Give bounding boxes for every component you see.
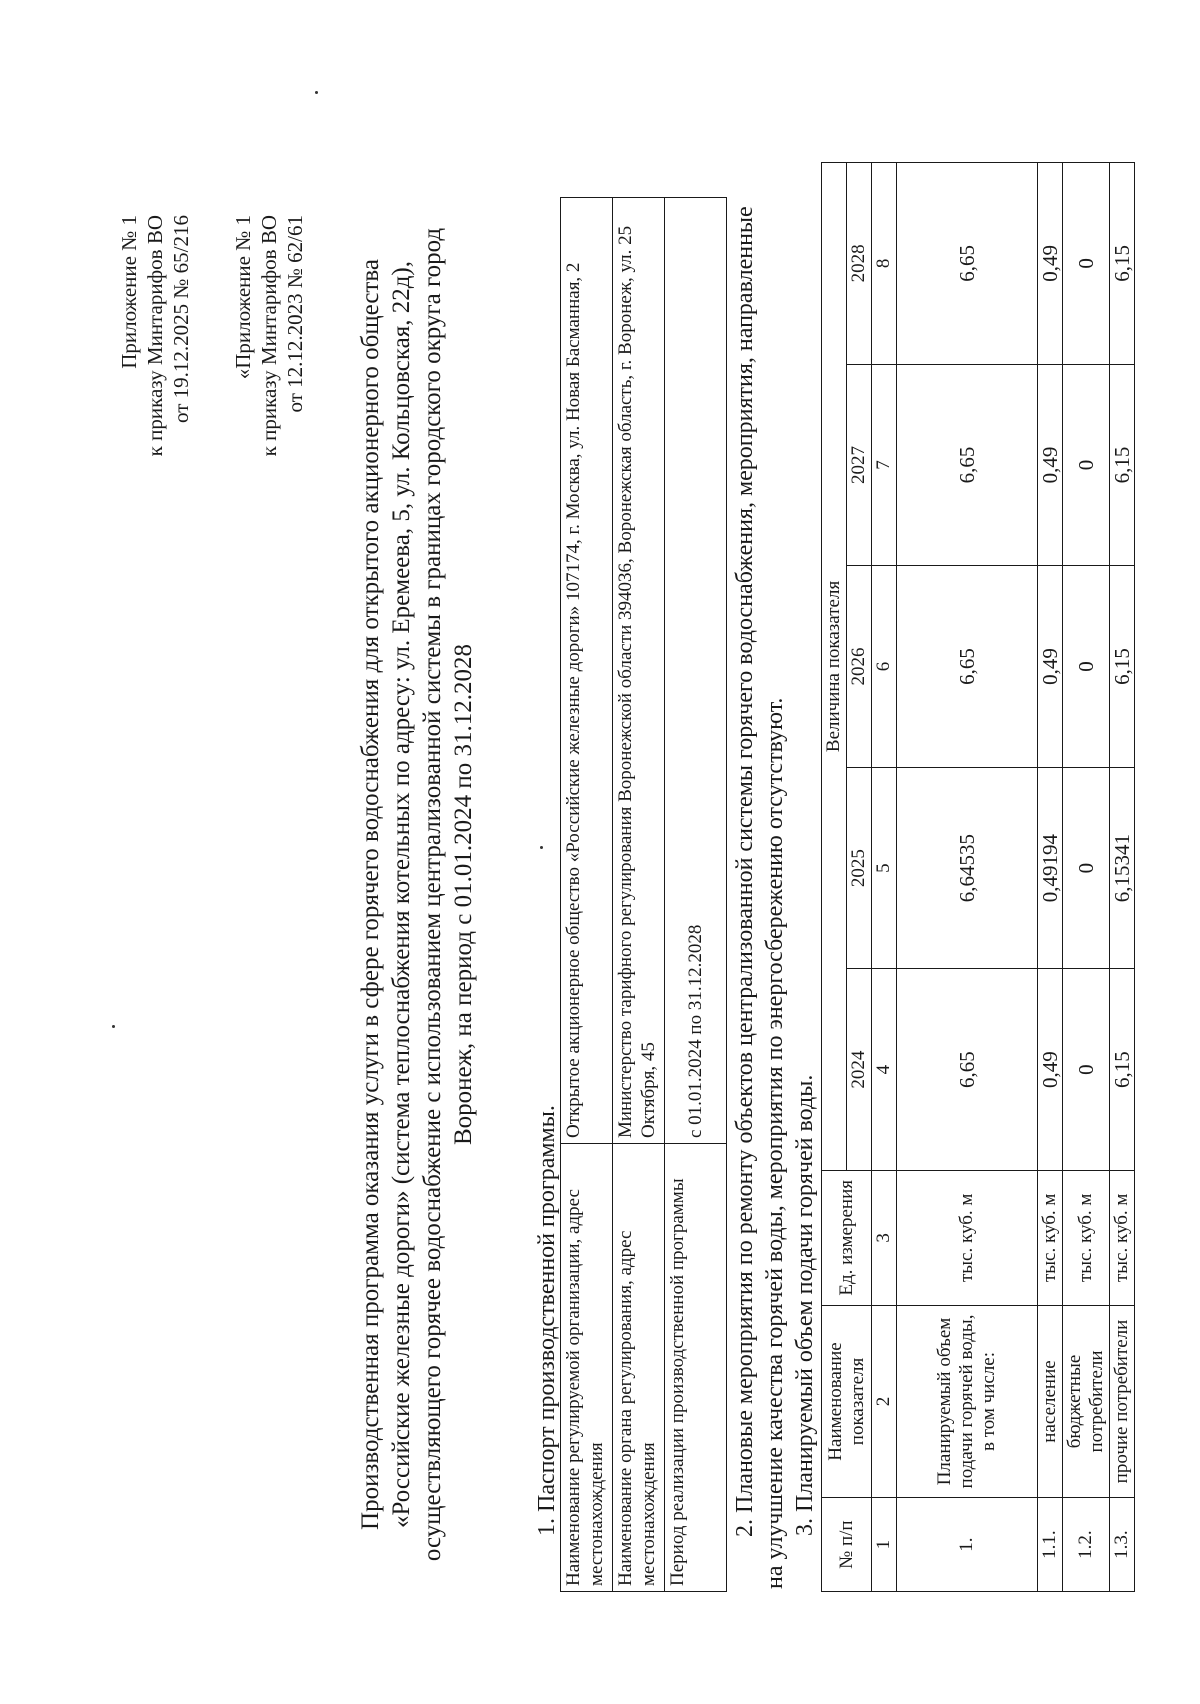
table-index-row [872,163,897,1592]
header-name: Наименование показателя [822,1305,872,1498]
section-1-title: 1. Паспорт производственной программы. [534,1105,560,1536]
header-year: 2024 [847,969,872,1171]
row-value: 0 [1063,969,1110,1171]
scan-speck [315,91,318,94]
index-cell: 8 [872,163,897,365]
table-header-row [822,163,847,1592]
table-row [897,163,1038,1592]
row-num: 1.2. [1063,1498,1110,1592]
row-value: 6,15 [1110,969,1135,1171]
passport-row [561,198,613,1592]
header-unit: Ед. измерения [822,1170,872,1305]
header-group: Величина показателя [822,163,847,1171]
row-value: 0,49194 [1038,767,1063,969]
approval-line: от 19.12.2025 № 65/216 [169,215,193,424]
passport-table [560,197,727,1592]
row-num: 1. [897,1498,1038,1592]
water-volume-table [821,162,1135,1592]
section-2-text: 2. Плановые мероприятия по ремонту объектов централизованной системы горячего водоснабжения, мероприятия, направленные на улучшение качества горячей воды, мероприятия по энергосбережению отсутствуют. [732,206,788,1589]
row-value: 0,49 [1038,969,1063,1171]
index-cell: 5 [872,767,897,969]
passport-value: с 01.01.2024 по 31.12.2028 [665,198,727,1144]
header-year: 2028 [847,163,872,365]
index-cell: 4 [872,969,897,1171]
row-num: 1.1. [1038,1498,1063,1592]
header-year: 2025 [847,767,872,969]
row-value: 6,15 [1110,163,1135,365]
passport-row [613,198,665,1592]
passport-label: Период реализации производственной программы [665,1144,727,1592]
passport-label: Наименование регулируемой организации, адрес местонахождения [561,1144,613,1592]
row-value: 6,64535 [897,767,1038,969]
document-title: Производственная программа оказания услуги в сфере горячего водоснабжения для открытого акционерного общества «Российские железные дороги» (система теплоснабжения котельных по адресу: ул. Еремеева, 5, ул. Кольцовская, 22д), осуществляющего горячее водоснабжение с использованием централизованной системы в границах городского округа город Воронеж, на период с 01.01.2024 по 31.12.2028 [357,227,477,1562]
approval-line: Приложение № 1 [117,215,141,369]
row-value: 0,49 [1038,566,1063,768]
row-name: Планируемый объем подачи горячей воды, в том числе: [897,1305,1038,1498]
index-cell: 7 [872,364,897,566]
header-year: 2027 [847,364,872,566]
scan-speck [540,846,543,849]
approval-line: «Приложение № 1 [231,215,255,380]
passport-value: Открытое акционерное общество «Российские железные дороги» 107174, г. Москва, ул. Новая Басманная, 2 [561,198,613,1144]
row-unit: тыс. куб. м [1038,1170,1063,1305]
row-name: прочие потребители [1110,1305,1135,1498]
row-value: 0,49 [1038,163,1063,365]
row-value: 6,65 [897,163,1038,365]
row-value: 6,65 [897,969,1038,1171]
passport-row [665,198,727,1592]
approval-line: к приказу Минтарифов ВО [257,215,281,457]
passport-value: Министерство тарифного регулирования Воронежской области 394036, Воронежская область, г. Воронеж, ул. 25 Октября, 45 [613,198,665,1144]
row-value: 0 [1063,767,1110,969]
row-name: бюджетные потребители [1063,1305,1110,1498]
scan-speck [112,1025,115,1028]
row-value: 6,15 [1110,364,1135,566]
row-name: население [1038,1305,1063,1498]
row-value: 6,15341 [1110,767,1135,969]
index-cell: 3 [872,1170,897,1305]
row-unit: тыс. куб. м [1110,1170,1135,1305]
section-3-title: 3. Планируемый объем подачи горячей воды. [792,1074,818,1536]
row-value: 6,65 [897,364,1038,566]
approval-stamp-current [116,215,194,735]
header-num: № п/п [822,1498,872,1592]
table-row [1038,163,1063,1592]
index-cell: 1 [872,1498,897,1592]
row-unit: тыс. куб. м [897,1170,1038,1305]
approval-stamp-previous [230,215,308,735]
approval-line: к приказу Минтарифов ВО [143,215,167,457]
row-value: 6,65 [897,566,1038,768]
row-num: 1.3. [1110,1498,1135,1592]
table-row [1063,163,1110,1592]
row-unit: тыс. куб. м [1063,1170,1110,1305]
row-value: 6,15 [1110,566,1135,768]
table-row [1110,163,1135,1592]
row-value: 0 [1063,566,1110,768]
row-value: 0 [1063,163,1110,365]
index-cell: 2 [872,1305,897,1498]
passport-label: Наименование органа регулирования, адрес местонахождения [613,1144,665,1592]
row-value: 0,49 [1038,364,1063,566]
row-value: 0 [1063,364,1110,566]
header-year: 2026 [847,566,872,768]
approval-line: от 12.12.2023 № 62/61 [283,215,307,413]
index-cell: 6 [872,566,897,768]
